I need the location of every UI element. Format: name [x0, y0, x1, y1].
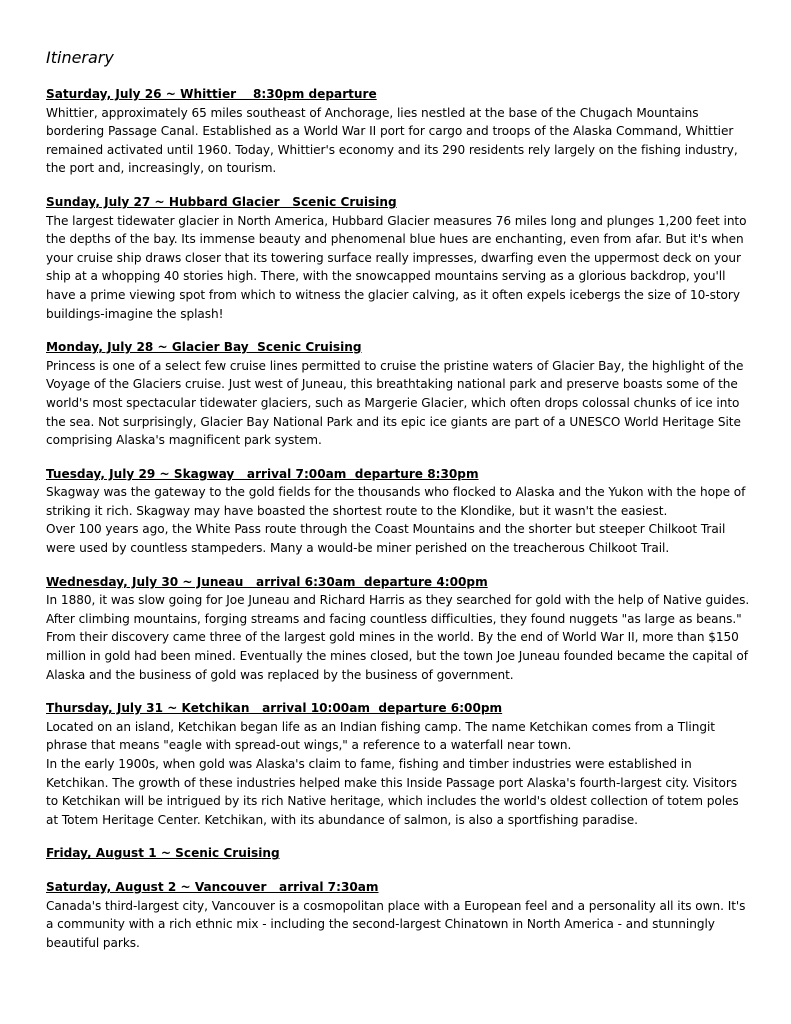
- day-heading: Friday, August 1 ~ Scenic Cruising: [46, 846, 280, 861]
- itinerary-day: [46, 338, 751, 450]
- page-title: Itinerary: [46, 48, 114, 67]
- day-description: Located on an island, Ketchikan began life as an Indian fishing camp. The name Ketchikan comes from a Tlingit phrase that means "eagle with spread-out wings," a reference to a waterfall near town.: [46, 719, 715, 753]
- itinerary-day: [46, 573, 751, 685]
- day-heading: Sunday, July 27 ~ Hubbard Glacier Scenic Cruising: [46, 194, 397, 209]
- day-heading: Tuesday, July 29 ~ Skagway arrival 7:00am departure 8:30pm: [46, 466, 479, 481]
- day-heading: Saturday, July 26 ~ Whittier 8:30pm departure: [46, 87, 377, 101]
- day-description: Princess is one of a select few cruise lines permitted to cruise the pristine waters of Glacier Bay, the highlight of the Voyage of the Glaciers cruise. Just west of Juneau, this breathtaking national park and preserve boasts some of the world's most spectacular tidewater glaciers, such as Margerie Glacier, which often drops colossal chunks of ice into the sea. Not surprisingly, Glacier Bay National Park and its epic ice giants are part of a UNESCO World Heritage Site comprising Alaska's magnificent park system.: [46, 358, 744, 448]
- day-description: In 1880, it was slow going for Joe Juneau and Richard Harris as they searched for gold with the help of Native guides. After climbing mountains, forging streams and facing countless difficulties, they found nuggets "as large as beans." From their discovery came three of the largest gold mines in the world. By the end of World War II, more than $150 million in gold had been mined. Eventually the mines closed, but the town Joe Juneau founded became the capital of Alaska and the business of gold was replaced by the business of government.: [46, 593, 750, 682]
- itinerary-days: [46, 85, 751, 952]
- day-description: In the early 1900s, when gold was Alaska's claim to fame, fishing and timber industries were established in Ketchikan. The growth of these industries helped make this Inside Passage port Alaska's fourth-largest city. Visitors to Ketchikan will be intrigued by its rich Native heritage, which includes the world's oldest collection of totem poles at Totem Heritage Center. Ketchikan, with its abundance of salmon, is also a sportfishing paradise.: [46, 757, 739, 827]
- day-heading: Saturday, August 2 ~ Vancouver arrival 7:30am: [46, 879, 379, 894]
- day-description: Skagway was the gateway to the gold fields for the thousands who flocked to Alaska and the Yukon with the hope of striking it rich. Skagway may have boasted the shortest route to the Klondike, but it wasn't the easiest.: [46, 485, 746, 518]
- itinerary-day: [46, 193, 751, 323]
- itinerary-day: [46, 699, 751, 829]
- day-heading: Monday, July 28 ~ Glacier Bay Scenic Cruising: [46, 340, 362, 355]
- day-heading: Wednesday, July 30 ~ Juneau arrival 6:30am departure 4:00pm: [46, 574, 488, 589]
- day-description: Whittier, approximately 65 miles southeast of Anchorage, lies nestled at the base of the Chugach Mountains bordering Passage Canal. Established as a World War II port for cargo and troops of the Alaska Command, Whittier remained activated until 1960. Today, Whittier's economy and its 290 residents rely largely on the fishing industry, the port and, increasingly, on tourism.: [46, 105, 738, 176]
- day-description: The largest tidewater glacier in North America, Hubbard Glacier measures 76 miles long and plunges 1,200 feet into the depths of the bay. Its immense beauty and phenomenal blue hues are enchanting, even from afar. But it's when your cruise ship draws closer that its towering surface really impresses, dwarfing even the uppermost deck on your ship at a whopping 40 stories high. There, with the snowcapped mountains serving as a glorious backdrop, you'll have a prime viewing spot from which to witness the glacier calving, as it often expels icebergs the size of 10-story buildings-imagine the splash!: [46, 213, 747, 321]
- itinerary-day: [46, 878, 751, 952]
- itinerary-day: [46, 465, 751, 558]
- day-description: Canada's third-largest city, Vancouver is a cosmopolitan place with a European feel and a personality all its own. It's a community with a rich ethnic mix - including the second-largest Chinatown in North America - and stunningly beautiful parks.: [46, 898, 746, 950]
- itinerary-day: [46, 85, 751, 178]
- itinerary-page: [46, 47, 751, 967]
- itinerary-day: [46, 844, 751, 863]
- day-heading: Thursday, July 31 ~ Ketchikan arrival 10:00am departure 6:00pm: [46, 701, 503, 716]
- day-description: Over 100 years ago, the White Pass route through the Coast Mountains and the shorter but steeper Chilkoot Trail were used by countless stampeders. Many a would-be miner perished on the treacherous Chilkoot Trail.: [46, 522, 726, 556]
